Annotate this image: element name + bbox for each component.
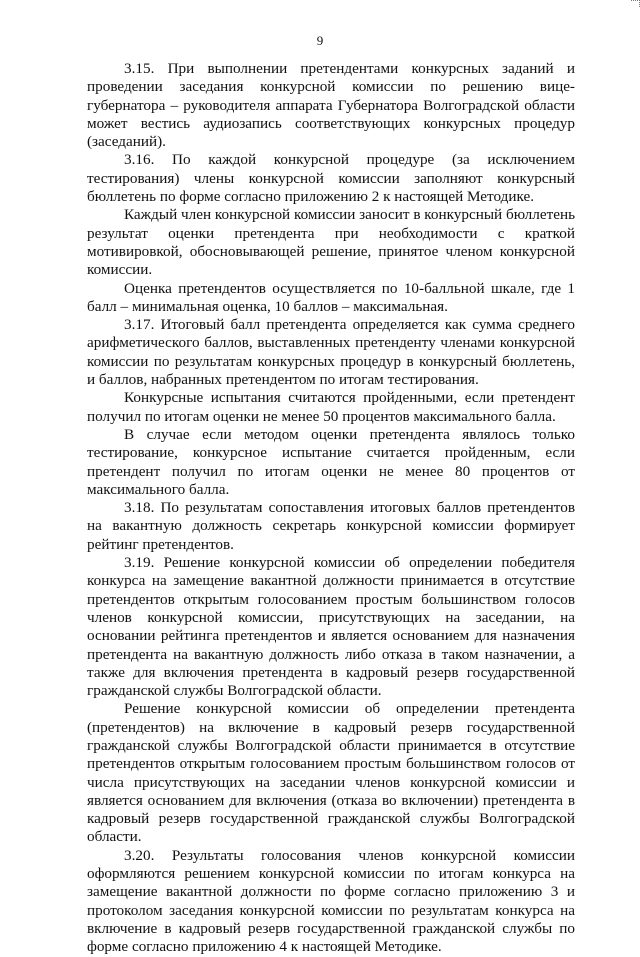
document-body xyxy=(87,60,575,957)
paragraph-3-15: 3.15. При выполнении претендентами конкурсных заданий и проведении заседания конкурсной комиссии по решению вице-губернатора – руководителя аппарата Губернатора Волгоградской области может вестись аудиозапись соответствующих конкурсных процедур (заседаний). xyxy=(87,60,575,151)
paragraph-3-19: 3.19. Решение конкурсной комиссии об определении победителя конкурса на замещение вакантной должности принимается в отсутствие претендентов открытым голосованием простым большинством голосов членов конкурсной комиссии, присутствующих на заседании, на основании рейтинга претендентов и является основанием для назначения претендента на вакантную должность либо отказа в таком назначении, а также для включения претендента в кадровый резерв государственной гражданской службы Волгоградской области. xyxy=(87,554,575,700)
paragraph-passed-threshold: Конкурсные испытания считаются пройденными, если претендент получил по итогам оценки не менее 50 процентов максимального балла. xyxy=(87,389,575,425)
paragraph-3-16: 3.16. По каждой конкурсной процедуре (за исключением тестирования) члены конкурсной комиссии заполняют конкурсный бюллетень по форме согласно приложению 2 к настоящей Методике. xyxy=(87,151,575,206)
paragraph-3-18: 3.18. По результатам сопоставления итоговых баллов претендентов на вакантную должность секретарь конкурсной комиссии формирует рейтинг претендентов. xyxy=(87,499,575,553)
paragraph-scale: Оценка претендентов осуществляется по 10-балльной шкале, где 1 балл – минимальная оценка, 10 баллов – максимальная. xyxy=(87,279,575,315)
paragraph-testing-threshold: В случае если методом оценки претендента являлось только тестирование, конкурсное испытание считается пройденным, если претендент получил по итогам оценки не менее 80 процентов от максимального балла. xyxy=(87,425,575,498)
paragraph-3-20: 3.20. Результаты голосования членов конкурсной комиссии оформляются решением конкурсной комиссии по итогам конкурса на замещение вакантной должности по форме согласно приложению 3 и протоколом заседания конкурсной комиссии по результатам конкурса на включение в кадровый резерв государственной гражданской службы по форме согласно приложению 4 к настоящей Методике. xyxy=(87,846,575,956)
paragraph-ballot-entry: Каждый член конкурсной комиссии заносит в конкурсный бюллетень результат оценки претендента при необходимости с краткой мотивировкой, обосновывающей решение, принятое членом конкурсной комиссии. xyxy=(87,206,575,279)
paragraph-reserve-decision: Решение конкурсной комиссии об определении претендента (претендентов) на включение в кадровый резерв государственной гражданской службы Волгоградской области принимается в отсутствие претендентов открытым голосованием простым большинством голосов от числа присутствующих на заседании членов конкурсной комиссии и является основанием для включения (отказа во включении) претендента в кадровый резерв государственной гражданской службы Волгоградской области. xyxy=(87,700,575,846)
page-number: 9 xyxy=(316,33,324,48)
paragraph-3-17: 3.17. Итоговый балл претендента определяется как сумма среднего арифметического баллов, выставленных претенденту членами конкурсной комиссии по результатам конкурсных процедур в конкурсный бюллетень, и баллов, набранных претендентом по итогам тестирования. xyxy=(87,316,575,389)
corner-mark xyxy=(631,0,640,7)
